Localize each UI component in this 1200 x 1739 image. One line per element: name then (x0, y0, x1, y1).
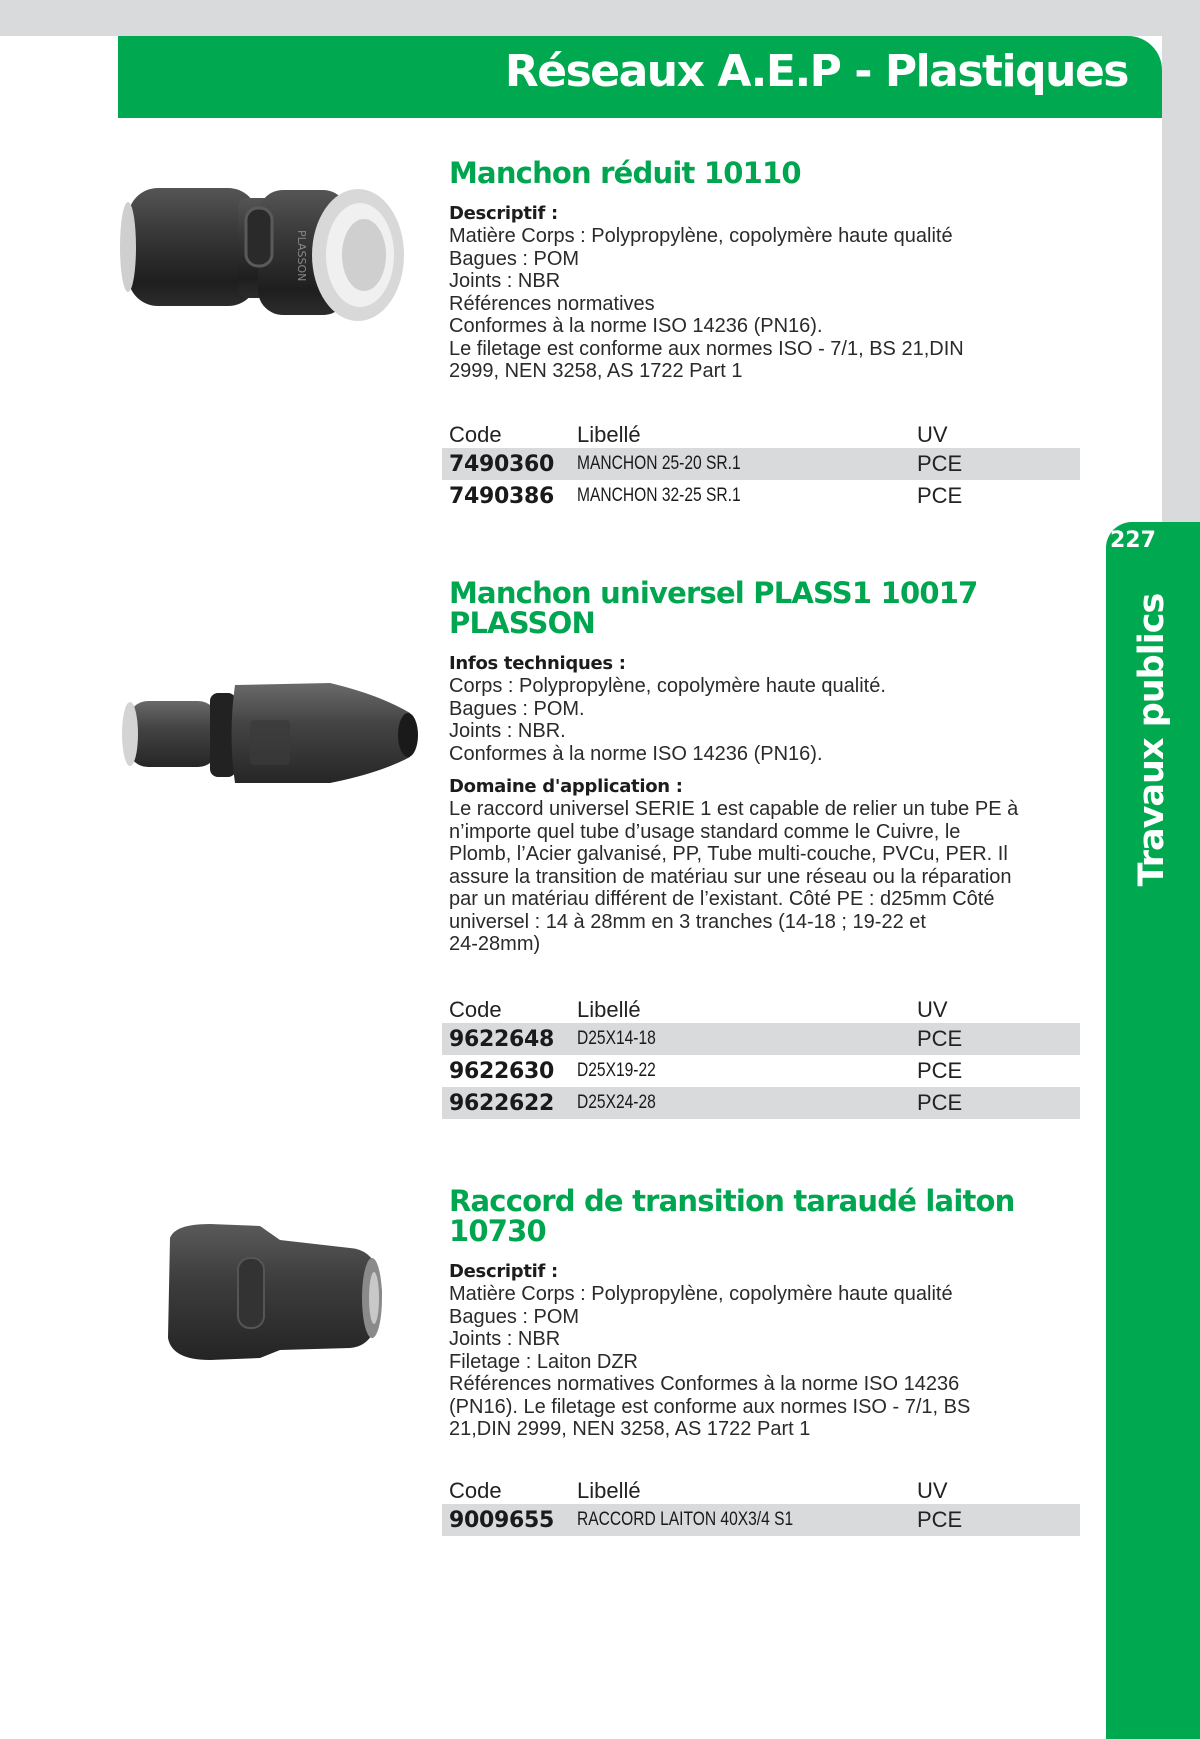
product-title: Manchon réduit 10110 (449, 156, 801, 190)
product-uv: PCE (917, 1023, 1080, 1055)
col-header-code: Code (449, 1478, 502, 1503)
table-row (442, 1087, 1080, 1119)
col-header-label: Libellé (577, 997, 641, 1022)
page-number: 227 (1110, 528, 1156, 553)
desc-line: Corps : Polypropylène, copolymère haute qualité. (449, 675, 886, 697)
universal-coupling-image (120, 665, 420, 800)
product-code: 9622648 (442, 1023, 577, 1055)
product-title (449, 1186, 1089, 1246)
desc-line: Joints : NBR (449, 270, 561, 292)
col-header-code: Code (449, 422, 502, 447)
product-label (577, 1023, 917, 1055)
product-label (577, 448, 917, 480)
col-header-uv: UV (917, 1478, 948, 1503)
desc-line: Filetage : Laiton DZR (449, 1350, 638, 1373)
product-code: 9009655 (442, 1504, 577, 1536)
table-row (442, 1023, 1080, 1055)
product-uv: PCE (917, 1058, 963, 1083)
product-label (577, 1087, 917, 1119)
product-code: 9622630 (449, 1058, 555, 1084)
product-label-text: MANCHON 32-25 SR.1 (577, 485, 741, 506)
col-header-code: Code (449, 997, 502, 1022)
desc-line: par un matériau différent de l’existant. Côté PE : d25mm Côté (449, 888, 995, 910)
desc-line: 2999, NEN 3258, AS 1722 Part 1 (449, 360, 743, 382)
desc-line: universel : 14 à 28mm en 3 tranches (14-18 ; 19-22 et (449, 910, 926, 933)
product-uv: PCE (917, 483, 963, 508)
desc-line: Matière Corps : Polypropylène, copolymère haute qualité (449, 225, 953, 247)
product-table (442, 416, 1080, 512)
block-heading: Descriptif : (449, 1261, 558, 1282)
table-header-row (442, 991, 1080, 1023)
product-uv: PCE (917, 448, 1080, 480)
desc-line: assure la transition de matériau sur une réseau ou la réparation (449, 865, 1012, 888)
table-header-row (442, 416, 1080, 448)
table-row (442, 1055, 1080, 1087)
block-heading: Infos techniques : (449, 653, 626, 674)
desc-line: 21,DIN 2999, NEN 3258, AS 1722 Part 1 (449, 1418, 811, 1440)
desc-line: Joints : NBR. (449, 720, 566, 742)
desc-line: Conformes à la norme ISO 14236 (PN16). (449, 315, 823, 337)
desc-line: n’importe quel tube d’usage standard comme le Cuivre, le (449, 820, 961, 843)
page-right-margin (1162, 0, 1200, 530)
col-header-uv: UV (917, 422, 948, 447)
product-title-line: Raccord de transition taraudé laiton (449, 1184, 1015, 1218)
desc-line: Bagues : POM (449, 1305, 580, 1328)
product-label-text: D25X14-18 (577, 1028, 656, 1049)
product-uv: PCE (917, 1504, 1080, 1536)
product-label-text: RACCORD LAITON 40X3/4 S1 (577, 1509, 794, 1530)
desc-line: (PN16). Le filetage est conforme aux normes ISO - 7/1, BS (449, 1395, 971, 1418)
desc-line: Joints : NBR (449, 1328, 561, 1350)
product-code: 9622622 (442, 1087, 577, 1119)
col-header-label: Libellé (577, 422, 641, 447)
table-header-row (442, 1472, 1080, 1504)
desc-line: Le raccord universel SERIE 1 est capable de relier un tube PE à (449, 798, 1019, 820)
table-row (442, 480, 1080, 512)
product-label (577, 1504, 917, 1536)
product-title-line: 10730 (449, 1214, 546, 1248)
block-heading: Descriptif : (449, 203, 558, 224)
col-header-label: Libellé (577, 1478, 641, 1503)
product-label-text: D25X24-28 (577, 1092, 656, 1113)
desc-line: Bagues : POM (449, 247, 580, 270)
product-label (577, 1055, 917, 1087)
desc-line: Conformes à la norme ISO 14236 (PN16). (449, 742, 823, 765)
desc-line: 24-28mm) (449, 933, 541, 955)
product-title (449, 578, 1089, 638)
desc-line: Le filetage est conforme aux normes ISO - 7/1, BS 21,DIN (449, 337, 964, 360)
table-row (442, 1504, 1080, 1536)
product-table (442, 991, 1080, 1119)
product-title-line: PLASSON (449, 606, 595, 640)
desc-line: Plomb, l’Acier galvanisé, PP, Tube multi-couche, PVCu, PER. Il (449, 843, 1008, 865)
product-table (442, 1472, 1080, 1536)
product-label-text: D25X19-22 (577, 1060, 656, 1081)
product-manchon-universel (449, 578, 1089, 956)
desc-line: Bagues : POM. (449, 697, 585, 720)
product-code: 7490360 (442, 448, 577, 480)
product-raccord-transition-laiton (449, 1186, 1089, 1441)
page-title: Réseaux A.E.P - Plastiques (504, 46, 1128, 97)
product-code: 7490386 (449, 483, 555, 509)
col-header-uv: UV (917, 997, 948, 1022)
header-banner (118, 36, 1162, 118)
block-heading: Domaine d'application : (449, 776, 683, 797)
product-label (577, 480, 917, 512)
desc-line: Références normatives (449, 292, 655, 315)
product-manchon-reduit (449, 158, 1089, 383)
brass-threaded-transition-fitting-image (150, 1218, 390, 1368)
section-label-text: Travaux publics (1132, 593, 1172, 887)
product-title-line: Manchon universel PLASS1 10017 (449, 576, 978, 610)
product-label-text: MANCHON 25-20 SR.1 (577, 453, 741, 474)
push-fit-reducing-coupling-image (118, 160, 418, 335)
page-top-margin (0, 0, 1200, 36)
svg-text:PLASSON: PLASSON (295, 230, 308, 282)
desc-line: Matière Corps : Polypropylène, copolymère haute qualité (449, 1283, 953, 1305)
product-uv: PCE (917, 1087, 1080, 1119)
desc-line: Références normatives Conformes à la norme ISO 14236 (449, 1373, 960, 1395)
section-label (1130, 590, 1174, 890)
table-row (442, 448, 1080, 480)
